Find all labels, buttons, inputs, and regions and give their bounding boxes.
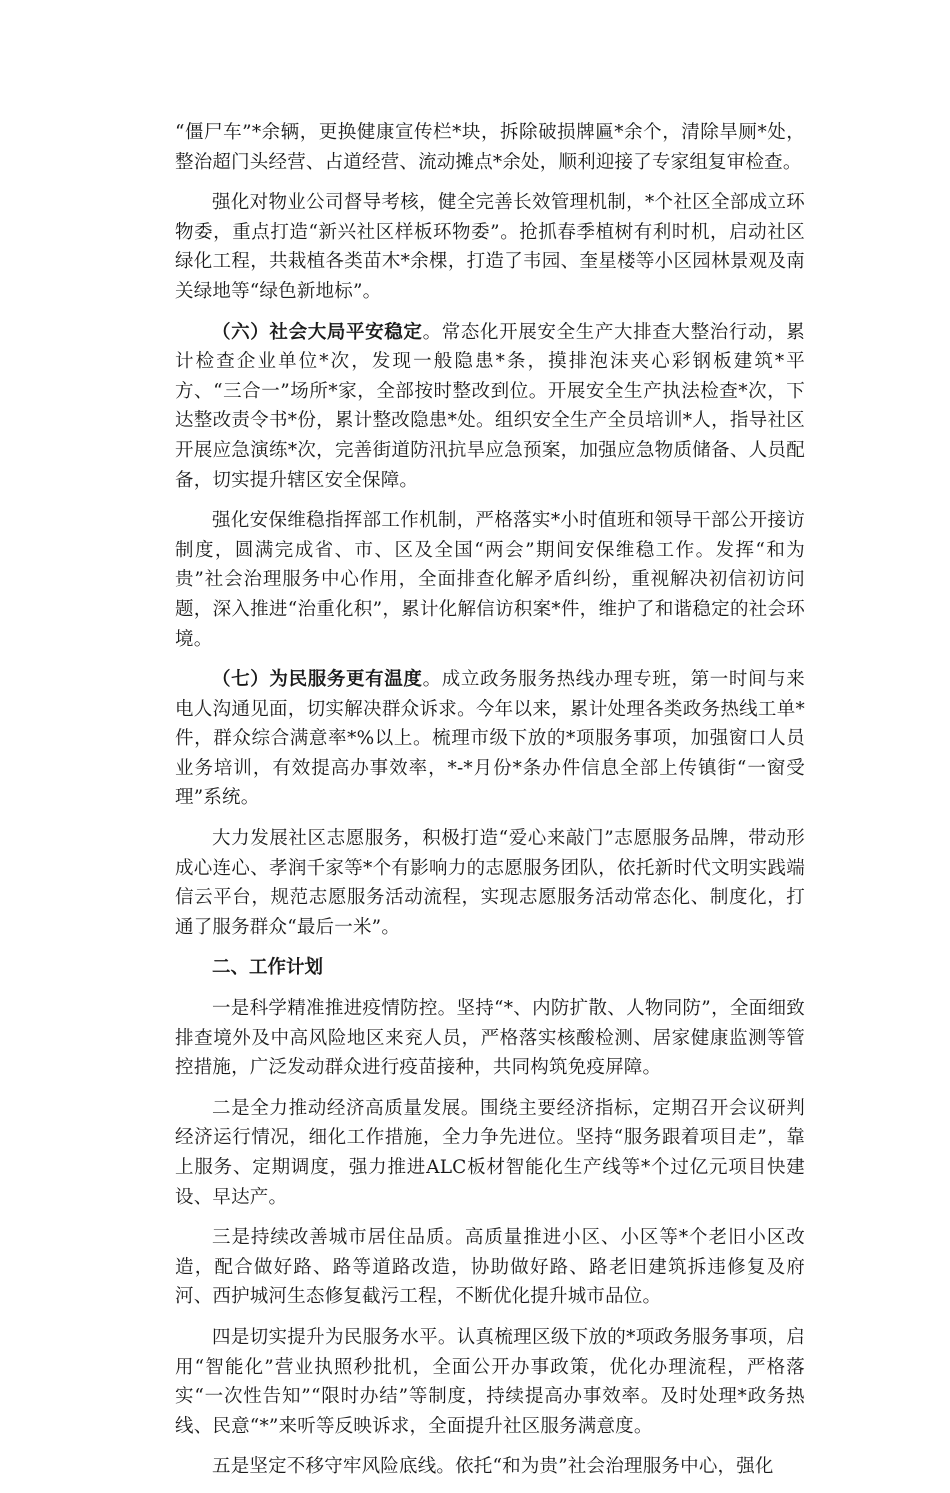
paragraph-text: 。成立政务服务热线办理专班，第一时间与来电人沟通见面，切实解决群众诉求。今年以来，累计处理各类政务热线工单*件，群众综合满意率*%以上。梳理市级下放的*项服务事项，加强窗口人员业务培训，有效提高办事效率，*-*月份*条办件信息全部上传镇街“一窗受理”系统。 [175, 669, 805, 809]
paragraph-6 [175, 824, 805, 942]
plan-paragraph-5: 五是坚定不移守牢风险底线。依托“和为贵”社会治理服务中心，强化 [212, 1456, 774, 1478]
plan-paragraph-4: 四是切实提升为民服务水平。认真梳理区级下放的*项政务服务事项，启用“智能化”营业执照秒批机，全面公开办事政策，优化办理流程，严格落实“一次性告知”“限时办结”等制度，持续提高办事效率。及时处理*政务热线、民意“*”来听等反映诉求，全面提升社区服务满意度。 [175, 1326, 805, 1437]
plan-paragraph-2: 二是全力推动经济高质量发展。围绕主要经济指标，定期召开会议研判经济运行情况，细化工作措施，全力争先进位。坚持“服务跟着项目走”，靠上服务、定期调度，强力推进ALC板材智能化生产线等*个过亿元项目快建设、早达产。 [175, 1097, 805, 1208]
paragraph-3 [175, 318, 805, 496]
document-page [175, 118, 805, 1493]
paragraph-2 [175, 188, 805, 306]
paragraph-text: 。常态化开展安全生产大排查大整治行动，累计检查企业单位*次，发现一般隐患*条，摸排泡沫夹心彩钢板建筑*平方、“三合一”场所*家，全部按时整改到位。开展安全生产执法检查*次，下达整改责令书*份，累计整改隐患*处。组织安全生产全员培训*人，指导社区开展应急演练*次，完善街道防汛抗旱应急预案，加强应急物质储备、人员配备，切实提升辖区安全保障。 [175, 321, 805, 491]
subsection-title: （六）社会大局平安稳定 [212, 321, 423, 343]
paragraph-text: 大力发展社区志愿服务，积极打造“爱心来敲门”志愿服务品牌，带动形成心连心、孝润千家等*个有影响力的志愿服务团队，依托新时代文明实践端信云平台，规范志愿服务活动流程，实现志愿服务活动常态化、制度化，打通了服务群众“最后一米”。 [175, 828, 805, 938]
paragraph-text: 强化对物业公司督导考核，健全完善长效管理机制，*个社区全部成立环物委，重点打造“新兴社区样板环物委”。抢抓春季植树有利时机，启动社区绿化工程，共栽植各类苗木*余棵，打造了韦园、奎星楼等小区园林景观及南关绿地等“绿色新地标”。 [175, 192, 805, 302]
paragraph-4 [175, 506, 805, 654]
subsection-title: （七）为民服务更有温度 [212, 669, 423, 691]
paragraph-text: 强化安保维稳指挥部工作机制，严格落实*小时值班和领导干部公开接访制度，圆满完成省、市、区及全国“两会”期间安保维稳工作。发挥“和为贵”社会治理服务中心作用，全面排查化解矛盾纠纷，重视解决初信初访问题，深入推进“治重化积”，累计化解信访积案*件，维护了和谐稳定的社会环境。 [175, 510, 805, 650]
section-heading: 二、工作计划 [212, 957, 324, 979]
paragraph-text: “僵尸车”*余辆，更换健康宣传栏*块，拆除破损牌匾*余个，清除旱厕*处，整治超门头经营、占道经营、流动摊点*余处，顺利迎接了专家组复审检查。 [175, 122, 805, 173]
plan-paragraph-1: 一是科学精准推进疫情防控。坚持“*、内防扩散、人物同防”，全面细致排查境外及中高风险地区来兖人员，严格落实核酸检测、居家健康监测等管控措施，广泛发动群众进行疫苗接种，共同构筑免疫屏障。 [175, 998, 805, 1079]
paragraph-5 [175, 665, 805, 813]
paragraph-1 [175, 118, 805, 177]
plan-paragraph-3: 三是持续改善城市居住品质。高质量推进小区、小区等*个老旧小区改造，配合做好路、路等道路改造，协助做好路、路老旧建筑拆违修复及府河、西护城河生态修复截污工程，不断优化提升城市品位。 [175, 1227, 805, 1308]
